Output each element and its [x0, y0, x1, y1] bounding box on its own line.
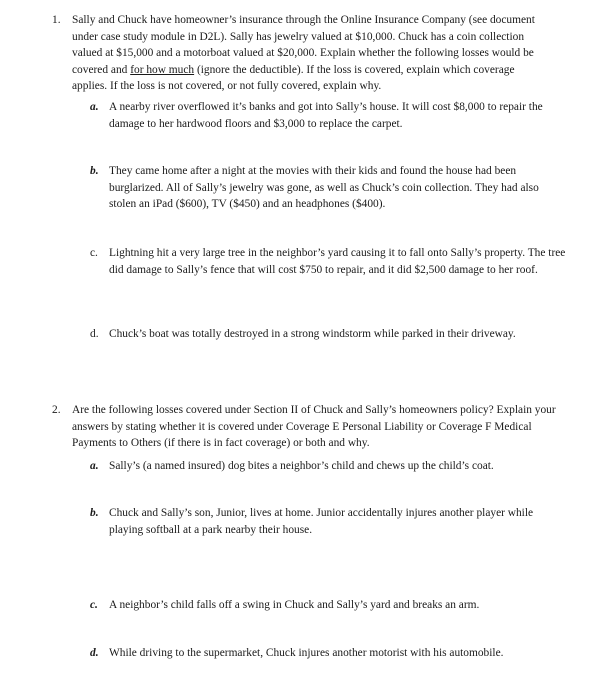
question-2-item-d-letter: d.: [90, 647, 99, 659]
question-1-item-a-letter: a.: [90, 101, 99, 113]
question-1-item-d-letter: d.: [90, 328, 99, 340]
question-1-item-b-text: They came home after a night at the movies with their kids and found the house had been burglarized. All of Sally’s jewelry was gone, as well as Chuck’s coin collection. They had also stolen an iPad ($600), TV ($450) and an headphones ($400).: [109, 165, 539, 211]
question-1-item-c-letter: c.: [90, 247, 98, 259]
question-2-item-c: [90, 597, 568, 614]
question-2-item-b: [90, 505, 568, 538]
question-2-item-b-letter: b.: [90, 507, 99, 519]
question-1-intro-part1: Sally and Chuck have homeowner’s insurance through the Online Insurance Company (see document under case study module in D2L). Sally has jewelry valued at $10,000. Chuck has a coin collection valued at $15,000 and a motorboat valued at $20,000. Explain whether the following losses would be covered and: [72, 14, 535, 76]
question-2-item-c-letter: c.: [90, 599, 98, 611]
question-1-item-b-letter: b.: [90, 165, 99, 177]
question-1-item-d: [90, 326, 568, 343]
question-1-item-d-text: Chuck’s boat was totally destroyed in a strong windstorm while parked in their driveway.: [109, 328, 516, 340]
question-2-item-a-letter: a.: [90, 460, 99, 472]
question-1-number: 1.: [52, 14, 61, 26]
question-2-intro: Are the following losses covered under Section II of Chuck and Sally’s homeowners policy? Explain your answers by stating whether it is covered under Coverage E Personal Liability or Coverage F Medical Payments to Others (if there is in fact coverage) or both and why.: [72, 404, 556, 450]
question-1-intro-part2: (ignore the deductible). If the loss is covered, explain which coverage applies. If the loss is not covered, or not fully covered, explain why.: [72, 63, 515, 93]
question-2: [52, 402, 568, 452]
question-2-item-a: [90, 458, 568, 475]
question-2-number: 2.: [52, 404, 61, 416]
question-1-text: [72, 12, 552, 95]
question-1-item-c: [90, 245, 568, 278]
question-2-item-b-text: Chuck and Sally’s son, Junior, lives at home. Junior accidentally injures another player while playing softball at a park nearby their house.: [109, 507, 534, 536]
question-1-item-a-text: A nearby river overflowed it’s banks and got into Sally’s house. It will cost $8,000 to repair the damage to her hardwood floors and $3,000 to replace the carpet.: [109, 101, 543, 130]
question-1-item-a: [90, 99, 568, 132]
question-1-intro-underlined: for how much: [130, 63, 195, 76]
question-1-item-b: [90, 163, 568, 213]
question-2-item-d: [90, 645, 568, 662]
question-2-item-c-text: A neighbor’s child falls off a swing in Chuck and Sally’s yard and breaks an arm.: [109, 599, 480, 611]
question-2-item-d-text: While driving to the supermarket, Chuck injures another motorist with his automobile.: [109, 647, 504, 659]
question-1: [52, 12, 552, 95]
question-2-item-a-text: Sally’s (a named insured) dog bites a neighbor’s child and chews up the child’s coat.: [109, 460, 494, 472]
question-1-item-c-text: Lightning hit a very large tree in the neighbor’s yard causing it to fall onto Sally’s property. The tree did damage to Sally’s fence that will cost $750 to repair, and it did $2,500 damage to her roof.: [109, 247, 566, 276]
